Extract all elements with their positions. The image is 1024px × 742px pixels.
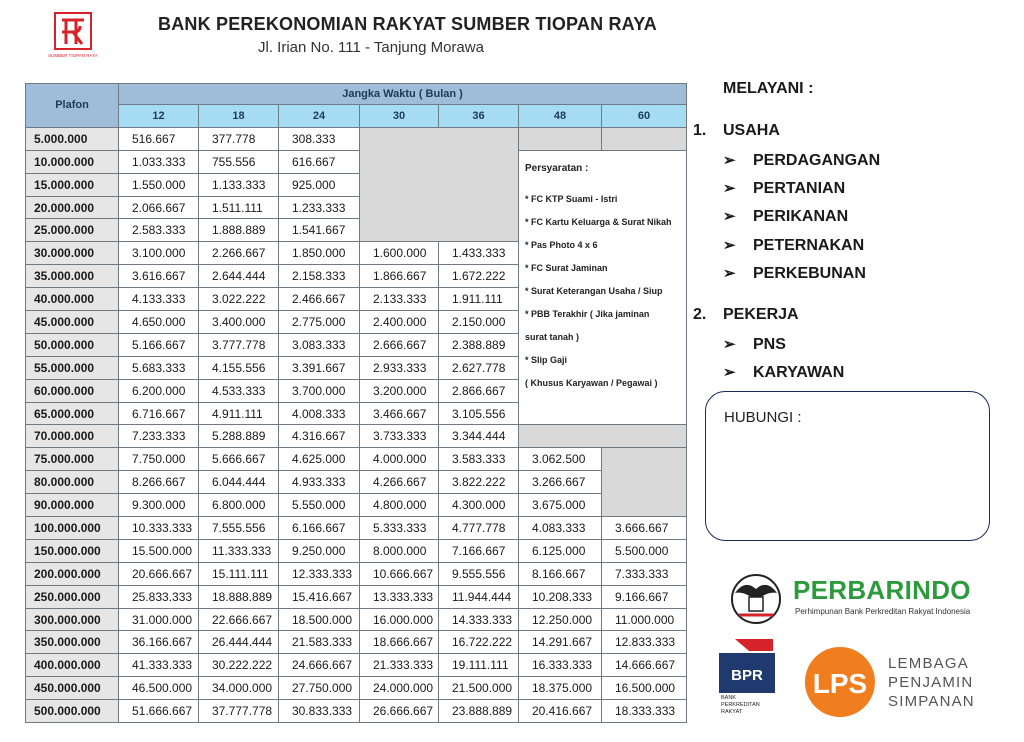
value-cell: 6.125.000 <box>519 539 602 562</box>
value-cell: 18.666.667 <box>360 631 439 654</box>
category-number: 2. <box>693 306 707 323</box>
value-cell: 3.675.000 <box>519 494 602 517</box>
plafon-cell: 400.000.000 <box>26 654 119 677</box>
value-cell: 1.433.333 <box>439 242 519 265</box>
category-pekerja <box>693 306 799 324</box>
value-cell: 9.300.000 <box>119 494 199 517</box>
plafon-header: Plafon <box>26 84 119 128</box>
bpr-text: BPR <box>731 667 763 684</box>
value-cell: 6.044.444 <box>199 471 279 494</box>
value-cell: 15.500.000 <box>119 539 199 562</box>
empty-cell <box>602 127 687 150</box>
value-cell: 5.666.667 <box>199 448 279 471</box>
value-cell: 1.033.333 <box>119 150 199 173</box>
requirement-item: surat tanah ) <box>525 331 580 342</box>
value-cell: 24.666.667 <box>279 654 360 677</box>
lps-name: LEMBAGA PENJAMIN SIMPANAN <box>888 655 975 710</box>
value-cell: 4.533.333 <box>199 379 279 402</box>
perbarindo-logo <box>725 571 985 631</box>
table-row <box>26 127 687 150</box>
value-cell: 925.000 <box>279 173 360 196</box>
empty-cell <box>602 448 687 517</box>
term-header-cell: 18 <box>199 105 279 128</box>
value-cell: 3.200.000 <box>360 379 439 402</box>
plafon-cell: 150.000.000 <box>26 539 119 562</box>
table-row <box>26 608 687 631</box>
perbarindo-name: PERBARINDO <box>793 575 971 605</box>
value-cell: 9.166.667 <box>602 585 687 608</box>
term-header-cell: 24 <box>279 105 360 128</box>
empty-cell <box>519 127 602 150</box>
contact-box <box>705 391 990 541</box>
plafon-cell: 25.000.000 <box>26 219 119 242</box>
value-cell: 3.100.000 <box>119 242 199 265</box>
list-item: ➢ PERTANIAN <box>723 180 846 197</box>
value-cell: 4.625.000 <box>279 448 360 471</box>
table-row <box>26 471 687 494</box>
table-row <box>26 150 687 173</box>
arrow-icon: ➢ <box>723 208 736 225</box>
value-cell: 2.933.333 <box>360 356 439 379</box>
value-cell: 1.133.333 <box>199 173 279 196</box>
term-header-cell: 30 <box>360 105 439 128</box>
value-cell: 10.666.667 <box>360 562 439 585</box>
table-row <box>26 562 687 585</box>
table-row <box>26 494 687 517</box>
value-cell: 21.333.333 <box>360 654 439 677</box>
value-cell: 755.556 <box>199 150 279 173</box>
table-row <box>26 677 687 700</box>
term-header: Jangka Waktu ( Bulan ) <box>119 84 687 105</box>
value-cell: 3.666.667 <box>602 517 687 540</box>
value-cell: 13.333.333 <box>360 585 439 608</box>
plafon-cell: 65.000.000 <box>26 402 119 425</box>
value-cell: 1.511.111 <box>199 196 279 219</box>
serving-title: MELAYANI : <box>723 80 814 97</box>
value-cell: 12.833.333 <box>602 631 687 654</box>
contact-label: HUBUNGI : <box>724 409 802 426</box>
value-cell: 7.233.333 <box>119 425 199 448</box>
value-cell: 16.333.333 <box>519 654 602 677</box>
requirement-item: * Slip Gaji <box>525 354 568 365</box>
arrow-icon: ➢ <box>723 364 736 381</box>
value-cell: 15.111.111 <box>199 562 279 585</box>
value-cell: 46.500.000 <box>119 677 199 700</box>
value-cell: 2.388.889 <box>439 333 519 356</box>
value-cell: 5.500.000 <box>602 539 687 562</box>
value-cell: 8.000.000 <box>360 539 439 562</box>
plafon-cell: 200.000.000 <box>26 562 119 585</box>
value-cell: 2.666.667 <box>360 333 439 356</box>
term-header-cell: 48 <box>519 105 602 128</box>
value-cell: 2.266.667 <box>199 242 279 265</box>
bpr-shape-icon <box>719 637 775 695</box>
requirement-item: * PBB Terakhir ( Jika jaminan <box>525 308 650 319</box>
value-cell: 34.000.000 <box>199 677 279 700</box>
value-cell: 18.375.000 <box>519 677 602 700</box>
value-cell: 4.911.111 <box>199 402 279 425</box>
value-cell: 16.500.000 <box>602 677 687 700</box>
empty-cell <box>360 127 519 241</box>
value-cell: 2.158.333 <box>279 265 360 288</box>
value-cell: 2.583.333 <box>119 219 199 242</box>
list-item: ➢ PETERNAKAN <box>723 237 865 254</box>
requirement-item: * Surat Keterangan Usaha / Siup <box>525 285 663 296</box>
term-header-cell: 60 <box>602 105 687 128</box>
value-cell: 10.208.333 <box>519 585 602 608</box>
bank-address: Jl. Irian No. 111 - Tanjung Morawa <box>258 39 484 56</box>
plafon-cell: 100.000.000 <box>26 517 119 540</box>
plafon-cell: 80.000.000 <box>26 471 119 494</box>
plafon-cell: 350.000.000 <box>26 631 119 654</box>
value-cell: 2.133.333 <box>360 288 439 311</box>
list-item: ➢ PNS <box>723 336 786 353</box>
value-cell: 4.266.667 <box>360 471 439 494</box>
value-cell: 8.266.667 <box>119 471 199 494</box>
plafon-cell: 90.000.000 <box>26 494 119 517</box>
value-cell: 7.750.000 <box>119 448 199 471</box>
value-cell: 21.500.000 <box>439 677 519 700</box>
value-cell: 2.644.444 <box>199 265 279 288</box>
value-cell: 25.833.333 <box>119 585 199 608</box>
value-cell: 3.400.000 <box>199 311 279 334</box>
list-item: ➢ KARYAWAN <box>723 364 845 381</box>
value-cell: 18.500.000 <box>279 608 360 631</box>
arrow-icon: ➢ <box>723 152 736 169</box>
category-number: 1. <box>693 122 707 139</box>
plafon-cell: 10.000.000 <box>26 150 119 173</box>
value-cell: 8.166.667 <box>519 562 602 585</box>
value-cell: 12.333.333 <box>279 562 360 585</box>
value-cell: 16.722.222 <box>439 631 519 654</box>
value-cell: 3.466.667 <box>360 402 439 425</box>
value-cell: 16.000.000 <box>360 608 439 631</box>
value-cell: 4.155.556 <box>199 356 279 379</box>
value-cell: 2.400.000 <box>360 311 439 334</box>
value-cell: 5.288.889 <box>199 425 279 448</box>
value-cell: 6.716.667 <box>119 402 199 425</box>
value-cell: 6.200.000 <box>119 379 199 402</box>
plafon-cell: 15.000.000 <box>26 173 119 196</box>
value-cell: 22.666.667 <box>199 608 279 631</box>
value-cell: 24.000.000 <box>360 677 439 700</box>
plafon-cell: 50.000.000 <box>26 333 119 356</box>
logo-caption: SUMBER TIOPAN RAYA <box>48 53 98 58</box>
value-cell: 11.333.333 <box>199 539 279 562</box>
arrow-icon: ➢ <box>723 180 736 197</box>
lps-mark-icon <box>800 643 880 721</box>
requirements-title: Persyaratan : <box>525 162 589 174</box>
plafon-cell: 55.000.000 <box>26 356 119 379</box>
value-cell: 3.822.222 <box>439 471 519 494</box>
plafon-cell: 450.000.000 <box>26 677 119 700</box>
value-cell: 4.133.333 <box>119 288 199 311</box>
value-cell: 3.391.667 <box>279 356 360 379</box>
plafon-cell: 75.000.000 <box>26 448 119 471</box>
plafon-cell: 40.000.000 <box>26 288 119 311</box>
arrow-icon: ➢ <box>723 336 736 353</box>
table-row <box>26 425 687 448</box>
value-cell: 1.911.111 <box>439 288 519 311</box>
svg-text:LPS: LPS <box>812 668 868 699</box>
requirements-box <box>519 150 687 425</box>
plafon-cell: 60.000.000 <box>26 379 119 402</box>
value-cell: 4.300.000 <box>439 494 519 517</box>
value-cell: 3.583.333 <box>439 448 519 471</box>
value-cell: 1.850.000 <box>279 242 360 265</box>
category-label: USAHA <box>723 122 780 139</box>
value-cell: 2.866.667 <box>439 379 519 402</box>
garuda-emblem-icon <box>725 571 787 627</box>
value-cell: 5.683.333 <box>119 356 199 379</box>
value-cell: 1.550.000 <box>119 173 199 196</box>
table-row <box>26 448 687 471</box>
value-cell: 6.800.000 <box>199 494 279 517</box>
plafon-cell: 5.000.000 <box>26 127 119 150</box>
table-row <box>26 631 687 654</box>
term-header-cell: 36 <box>439 105 519 128</box>
value-cell: 10.333.333 <box>119 517 199 540</box>
requirement-item: * FC KTP Suami - Istri <box>525 193 618 204</box>
value-cell: 21.583.333 <box>279 631 360 654</box>
value-cell: 30.222.222 <box>199 654 279 677</box>
plafon-cell: 35.000.000 <box>26 265 119 288</box>
list-item: ➢ PERIKANAN <box>723 208 849 225</box>
lps-logo <box>800 643 990 721</box>
value-cell: 3.083.333 <box>279 333 360 356</box>
value-cell: 14.333.333 <box>439 608 519 631</box>
value-cell: 14.291.667 <box>519 631 602 654</box>
value-cell: 9.250.000 <box>279 539 360 562</box>
empty-cell <box>519 425 687 448</box>
value-cell: 11.000.000 <box>602 608 687 631</box>
bpr-subtitle: BANK PERKREDITAN RAKYAT <box>721 695 760 715</box>
value-cell: 19.111.111 <box>439 654 519 677</box>
value-cell: 14.666.667 <box>602 654 687 677</box>
plafon-cell: 250.000.000 <box>26 585 119 608</box>
value-cell: 2.627.778 <box>439 356 519 379</box>
value-cell: 41.333.333 <box>119 654 199 677</box>
value-cell: 3.777.778 <box>199 333 279 356</box>
perbarindo-subtitle: Perhimpunan Bank Perkreditan Rakyat Indonesia <box>795 607 971 616</box>
value-cell: 36.166.667 <box>119 631 199 654</box>
value-cell: 1.541.667 <box>279 219 360 242</box>
value-cell: 2.150.000 <box>439 311 519 334</box>
value-cell: 3.022.222 <box>199 288 279 311</box>
value-cell: 37.777.778 <box>199 700 279 723</box>
value-cell: 7.555.556 <box>199 517 279 540</box>
value-cell: 308.333 <box>279 127 360 150</box>
value-cell: 9.555.556 <box>439 562 519 585</box>
value-cell: 11.944.444 <box>439 585 519 608</box>
value-cell: 12.250.000 <box>519 608 602 631</box>
value-cell: 3.733.333 <box>360 425 439 448</box>
table-row <box>26 654 687 677</box>
value-cell: 20.666.667 <box>119 562 199 585</box>
value-cell: 5.166.667 <box>119 333 199 356</box>
value-cell: 15.416.667 <box>279 585 360 608</box>
value-cell: 616.667 <box>279 150 360 173</box>
value-cell: 4.000.000 <box>360 448 439 471</box>
value-cell: 4.316.667 <box>279 425 360 448</box>
plafon-cell: 45.000.000 <box>26 311 119 334</box>
plafon-cell: 300.000.000 <box>26 608 119 631</box>
value-cell: 1.888.889 <box>199 219 279 242</box>
value-cell: 31.000.000 <box>119 608 199 631</box>
arrow-icon: ➢ <box>723 265 736 282</box>
value-cell: 3.344.444 <box>439 425 519 448</box>
plafon-cell: 70.000.000 <box>26 425 119 448</box>
table-row <box>26 517 687 540</box>
value-cell: 20.416.667 <box>519 700 602 723</box>
value-cell: 516.667 <box>119 127 199 150</box>
value-cell: 3.105.556 <box>439 402 519 425</box>
value-cell: 23.888.889 <box>439 700 519 723</box>
bank-logo <box>48 12 98 62</box>
term-header-cell: 12 <box>119 105 199 128</box>
bpr-logo <box>719 637 775 717</box>
requirement-item: * FC Surat Jaminan <box>525 262 608 273</box>
plafon-cell: 500.000.000 <box>26 700 119 723</box>
value-cell: 2.775.000 <box>279 311 360 334</box>
value-cell: 4.800.000 <box>360 494 439 517</box>
value-cell: 18.333.333 <box>602 700 687 723</box>
value-cell: 51.666.667 <box>119 700 199 723</box>
value-cell: 7.333.333 <box>602 562 687 585</box>
value-cell: 4.650.000 <box>119 311 199 334</box>
requirement-item: * Pas Photo 4 x 6 <box>525 239 598 250</box>
value-cell: 6.166.667 <box>279 517 360 540</box>
list-item: ➢ PERDAGANGAN <box>723 152 881 169</box>
value-cell: 26.444.444 <box>199 631 279 654</box>
value-cell: 3.700.000 <box>279 379 360 402</box>
value-cell: 4.933.333 <box>279 471 360 494</box>
arrow-icon: ➢ <box>723 237 736 254</box>
value-cell: 4.083.333 <box>519 517 602 540</box>
value-cell: 3.062.500 <box>519 448 602 471</box>
plafon-cell: 30.000.000 <box>26 242 119 265</box>
table-row <box>26 585 687 608</box>
value-cell: 3.266.667 <box>519 471 602 494</box>
list-item: ➢ PERKEBUNAN <box>723 265 866 282</box>
value-cell: 7.166.667 <box>439 539 519 562</box>
plafon-cell: 20.000.000 <box>26 196 119 219</box>
requirement-item: ( Khusus Karyawan / Pegawai ) <box>525 377 658 388</box>
category-label: PEKERJA <box>723 306 799 323</box>
value-cell: 27.750.000 <box>279 677 360 700</box>
table-row <box>26 539 687 562</box>
installment-table <box>25 83 687 723</box>
value-cell: 2.466.667 <box>279 288 360 311</box>
value-cell: 5.333.333 <box>360 517 439 540</box>
value-cell: 2.066.667 <box>119 196 199 219</box>
requirement-item: * FC Kartu Keluarga & Surat Nikah <box>525 216 672 227</box>
value-cell: 377.778 <box>199 127 279 150</box>
value-cell: 26.666.667 <box>360 700 439 723</box>
value-cell: 3.616.667 <box>119 265 199 288</box>
table-row <box>26 700 687 723</box>
value-cell: 30.833.333 <box>279 700 360 723</box>
value-cell: 1.672.222 <box>439 265 519 288</box>
value-cell: 5.550.000 <box>279 494 360 517</box>
value-cell: 4.008.333 <box>279 402 360 425</box>
bank-title: BANK PEREKONOMIAN RAKYAT SUMBER TIOPAN RAYA <box>158 14 657 34</box>
value-cell: 1.233.333 <box>279 196 360 219</box>
value-cell: 18.888.889 <box>199 585 279 608</box>
value-cell: 4.777.778 <box>439 517 519 540</box>
category-usaha <box>693 122 780 140</box>
value-cell: 1.600.000 <box>360 242 439 265</box>
value-cell: 1.866.667 <box>360 265 439 288</box>
